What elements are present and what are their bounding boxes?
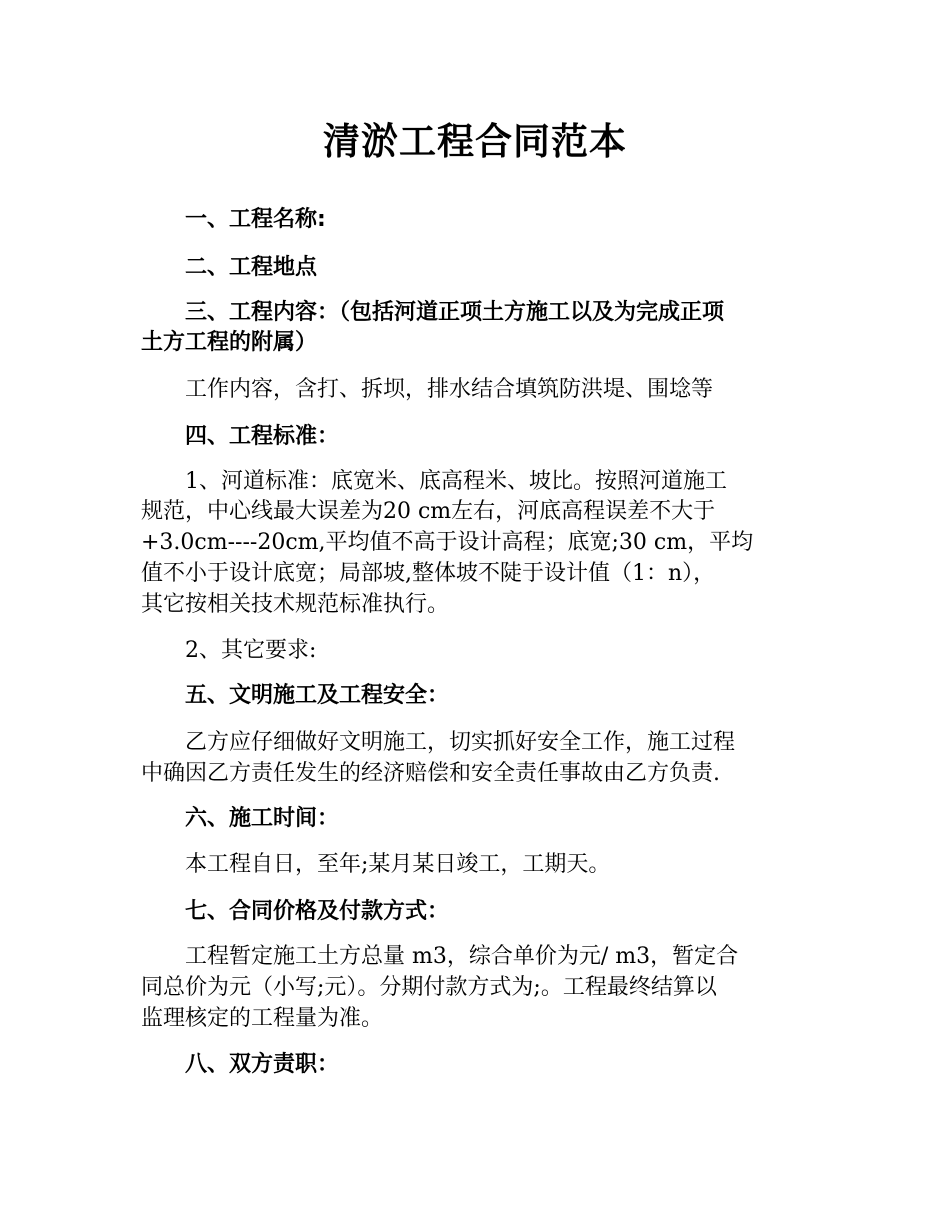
section-7-body-line1: 工程暂定施工土方总量 m3，综合单价为元/ m3，暂定合 [185,944,739,969]
section-1-heading: 一、工程名称: [185,207,326,232]
section-5-body-line2: 中确因乙方责任发生的经济赔偿和安全责任事故由乙方负责. [141,761,720,786]
section-7-body-line2: 同总价为元（小写;元）。分期付款方式为;。工程最终结算以 [141,975,717,1000]
section-4-paragraph-1-line3: +3.0cm----20cm,平均值不高于设计高程；底宽;30 cm，平均 [141,530,754,555]
section-4-paragraph-1-line1: 1、河道标准：底宽米、底高程米、坡比。按照河道施工 [185,469,727,494]
section-5-body-line1: 乙方应仔细做好文明施工，切实抓好安全工作，施工过程 [185,730,736,755]
section-4-heading: 四、工程标准： [185,424,340,449]
section-3-heading-line2: 土方工程的附属） [141,330,318,355]
section-7-body-line3: 监理核定的工程量为准。 [141,1006,384,1031]
section-3-body: 工作内容，含打、拆坝，排水结合填筑防洪堤、围埝等 [185,377,714,402]
section-7-heading: 七、合同价格及付款方式： [185,899,450,924]
section-8-heading: 八、双方责职： [185,1052,340,1077]
section-3-heading-line1: 三、工程内容：（包括河道正项土方施工以及为完成正项 [185,300,725,325]
section-4-paragraph-1-line4: 值不小于设计底宽；局部坡,整体坡不陡于设计值（1：n）， [141,561,716,586]
section-5-heading: 五、文明施工及工程安全： [185,683,450,708]
section-6-heading: 六、施工时间： [185,806,340,831]
section-4-paragraph-1-line5: 其它按相关技术规范标准执行。 [141,592,450,617]
section-2-heading: 二、工程地点 [185,255,318,280]
section-6-body: 本工程自日，至年;某月某日竣工，工期天。 [185,852,611,877]
section-4-paragraph-2: 2、其它要求: [185,638,317,663]
document-title: 清淤工程合同范本 [323,120,627,163]
section-4-paragraph-1-line2: 规范，中心线最大误差为20 cm左右，河底高程误差不大于 [141,499,716,524]
